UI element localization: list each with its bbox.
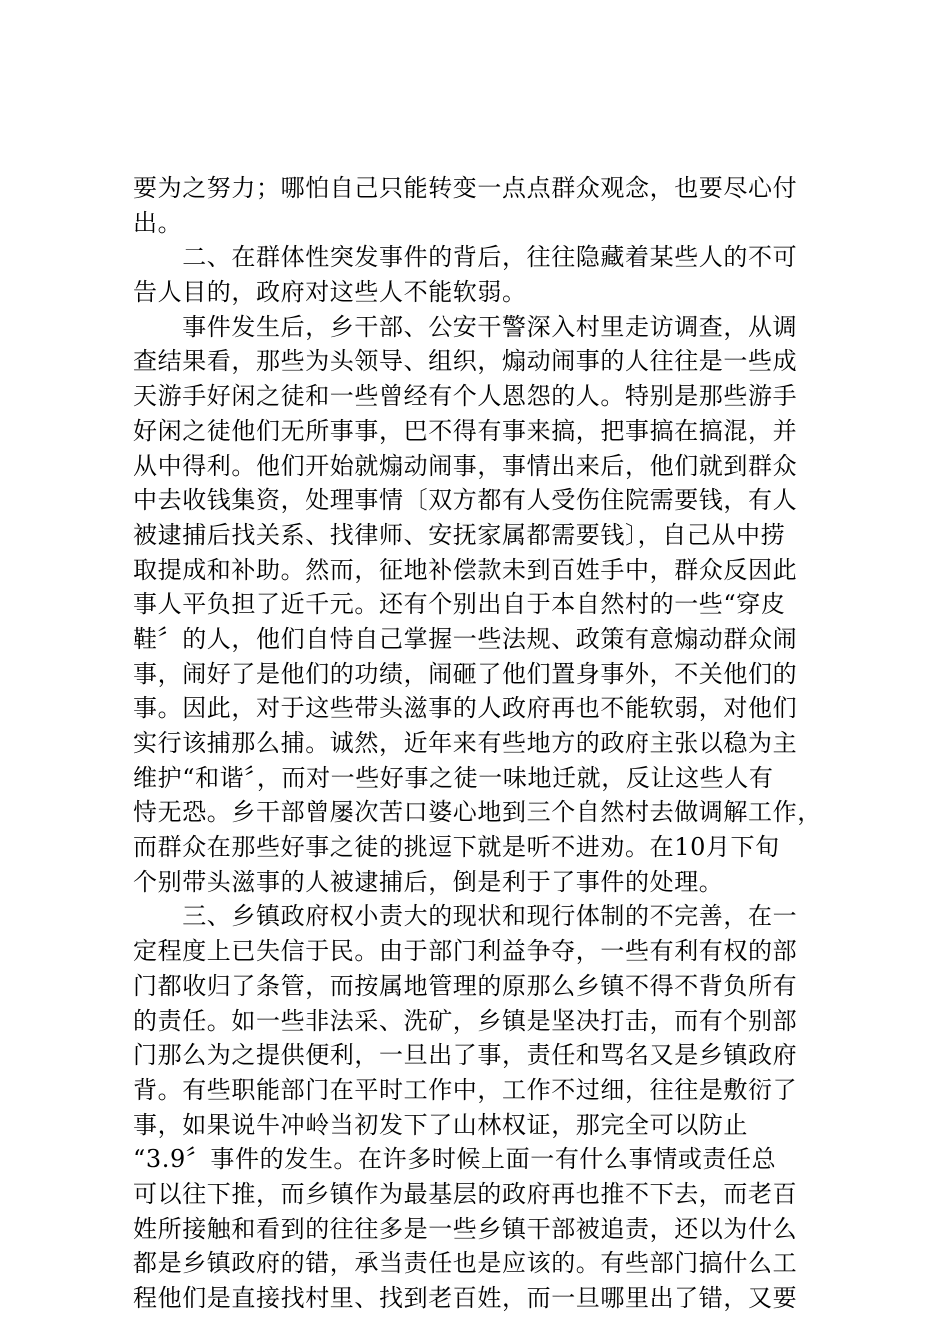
text-line: 好闲之徒他们无所事事，巴不得有事来搞，把事搞在搞混，并	[133, 416, 798, 445]
text-line: 事，如果说牛冲岭当初发下了山林权证，那完全可以防止	[133, 1110, 748, 1139]
text-line: 鞋〞的人，他们自恃自己掌握一些法规、政策有意煽动群众闹	[133, 624, 798, 653]
text-line: 而群众在那些好事之徒的挑逗下就是听不进劝。在10月下旬	[133, 833, 780, 862]
text-line: 的责任。如一些非法采、洗矿，乡镇是坚决打击，而有个别部	[133, 1006, 798, 1035]
text-line: 二、在群体性突发事件的背后，往往隐藏着某些人的不可	[133, 243, 798, 272]
text-line: 查结果看，那些为头领导、组织，煽动闹事的人往往是一些成	[133, 347, 798, 376]
text-line: 门那么为之提供便利，一旦出了事，责任和骂名又是乡镇政府	[133, 1041, 798, 1070]
text-line: “3.9〞事件的发生。在许多时候上面一有什么事情或责任总	[133, 1145, 777, 1174]
text-line: 可以往下推，而乡镇作为最基层的政府再也推不下去，而老百	[133, 1179, 798, 1208]
text-line: 都是乡镇政府的错，承当责任也是应该的。有些部门搞什么工	[133, 1249, 798, 1278]
body-text	[133, 171, 833, 1316]
text-line: 维护“和谐〞，而对一些好事之徒一味地迁就，反让这些人有	[133, 763, 774, 792]
text-line: 事件发生后，乡干部、公安干警深入村里走访调查，从调	[133, 312, 798, 341]
text-line: 出。	[133, 208, 183, 237]
text-line: 个别带头滋事的人被逮捕后，倒是利于了事件的处理。	[133, 867, 724, 896]
text-line: 实行该捕那么捕。诚然，近年来有些地方的政府主张以稳为主	[133, 729, 798, 757]
text-line: 背。有些职能部门在平时工作中，工作不过细，往往是敷衍了	[133, 1075, 798, 1104]
text-line: 门都收归了条管，而按属地管理的原那么乡镇不得不背负所有	[133, 971, 798, 1000]
text-line: 要为之努力；哪怕自己只能转变一点点群众观念，也要尽心付	[133, 174, 798, 202]
text-line: 事人平负担了近千元。还有个别出自于本自然村的一些“穿皮	[133, 590, 786, 619]
text-line: 取提成和补助。然而，征地补偿款未到百姓手中，群众反因此	[133, 555, 798, 584]
text-line: 从中得利。他们开始就煽动闹事，事情出来后，他们就到群众	[133, 451, 798, 480]
text-line: 事。因此，对于这些带头滋事的人政府再也不能软弱，对他们	[133, 694, 798, 723]
text-line: 姓所接触和看到的往往多是一些乡镇干部被追责，还以为什么	[133, 1214, 798, 1243]
text-line: 中去收钱集资，处理事情〔双方都有人受伤住院需要钱，有人	[133, 486, 798, 515]
text-line: 定程度上已失信于民。由于部门利益争夺，一些有利有权的部	[133, 937, 798, 966]
text-line: 告人目的，政府对这些人不能软弱。	[133, 278, 527, 307]
text-line: 事，闹好了是他们的功绩，闹砸了他们置身事外，不关他们的	[133, 659, 798, 688]
text-line: 天游手好闲之徒和一些曾经有个人恩怨的人。特别是那些游手	[133, 382, 798, 411]
text-line: 三、乡镇政府权小责大的现状和现行体制的不完善，在一	[133, 902, 798, 931]
text-line: 恃无恐。乡干部曾屡次苦口婆心地到三个自然村去做调解工作，	[133, 798, 822, 827]
text-line: 被逮捕后找关系、找律师、安抚家属都需要钱〕，自己从中捞	[133, 520, 786, 549]
text-line: 程他们是直接找村里、找到老百姓，而一旦哪里出了错，又要	[133, 1284, 798, 1312]
